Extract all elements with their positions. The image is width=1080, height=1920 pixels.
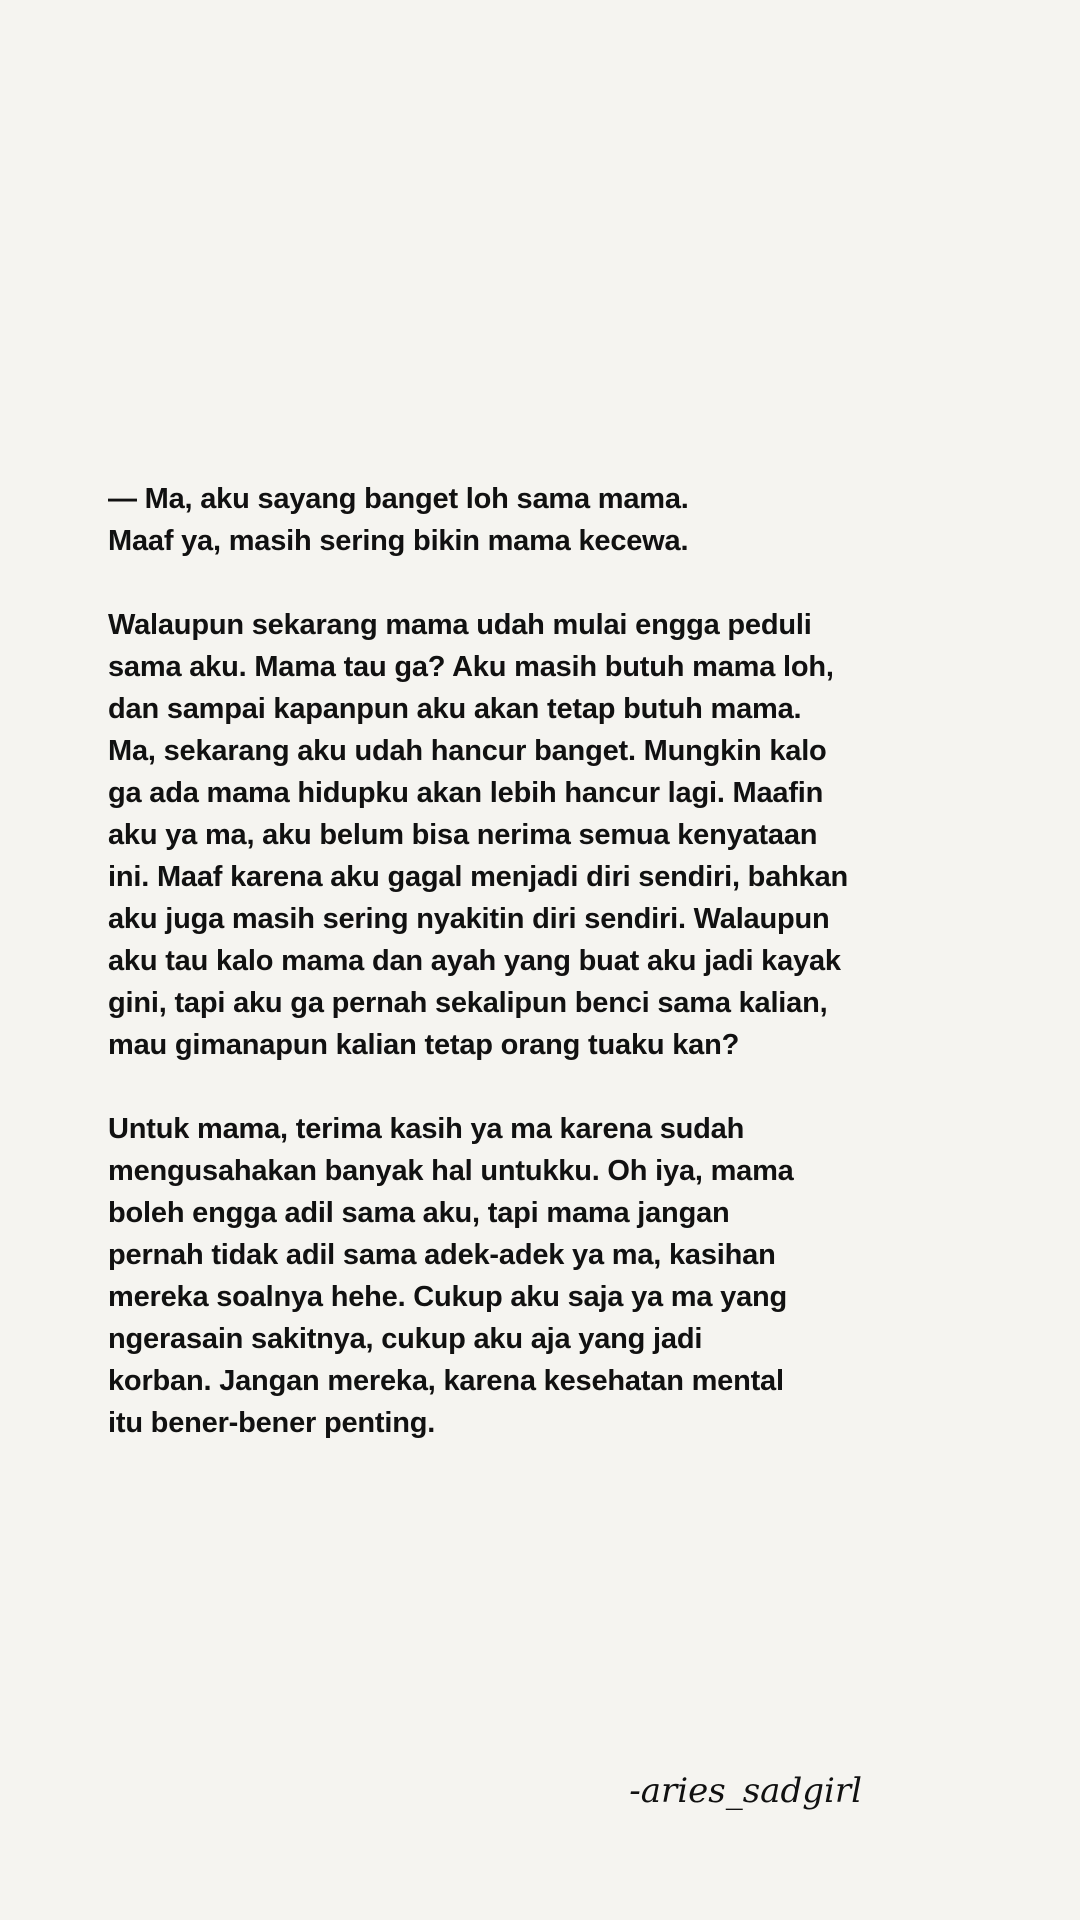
text-line: korban. Jangan mereka, karena kesehatan mental [108, 1365, 784, 1397]
text-line: Walaupun sekarang mama udah mulai engga peduli [108, 609, 812, 641]
text-line: ini. Maaf karena aku gagal menjadi diri sendiri, bahkan [108, 861, 849, 893]
text-line: ga ada mama hidupku akan lebih hancur lagi. Maafin [108, 777, 824, 809]
text-line: mengusahakan banyak hal untukku. Oh iya, mama [108, 1155, 794, 1187]
paragraph-gap [108, 1066, 1008, 1108]
text-line: mereka soalnya hehe. Cukup aku saja ya ma yang [108, 1281, 788, 1313]
text-line: Ma, sekarang aku udah hancur banget. Mungkin kalo [108, 735, 827, 767]
paragraph-gap [108, 562, 1008, 604]
text-line: dan sampai kapanpun aku akan tetap butuh mama. [108, 693, 802, 725]
signature: -aries_sadgirl [629, 1771, 862, 1811]
paragraph-2 [108, 604, 1008, 1066]
text-line: ngerasain sakitnya, cukup aku aja yang jadi [108, 1323, 703, 1355]
text-line: aku ya ma, aku belum bisa nerima semua kenyataan [108, 819, 818, 851]
paragraph-3 [108, 1108, 1008, 1444]
paragraph-1 [108, 478, 1008, 562]
text-line: itu bener-bener penting. [108, 1407, 436, 1439]
text-line: sama aku. Mama tau ga? Aku masih butuh mama loh, [108, 651, 834, 683]
text-line: boleh engga adil sama aku, tapi mama jangan [108, 1197, 730, 1229]
text-line: gini, tapi aku ga pernah sekalipun benci sama kalian, [108, 987, 828, 1019]
text-line: mau gimanapun kalian tetap orang tuaku kan? [108, 1029, 740, 1061]
text-line: Maaf ya, masih sering bikin mama kecewa. [108, 525, 689, 557]
text-line: Untuk mama, terima kasih ya ma karena sudah [108, 1113, 745, 1145]
text-line: aku juga masih sering nyakitin diri sendiri. Walaupun [108, 903, 830, 935]
text-line: pernah tidak adil sama adek-adek ya ma, kasihan [108, 1239, 776, 1271]
letter-text [108, 478, 1008, 1444]
text-line: aku tau kalo mama dan ayah yang buat aku jadi kayak [108, 945, 841, 977]
text-line: — Ma, aku sayang banget loh sama mama. [108, 483, 689, 515]
